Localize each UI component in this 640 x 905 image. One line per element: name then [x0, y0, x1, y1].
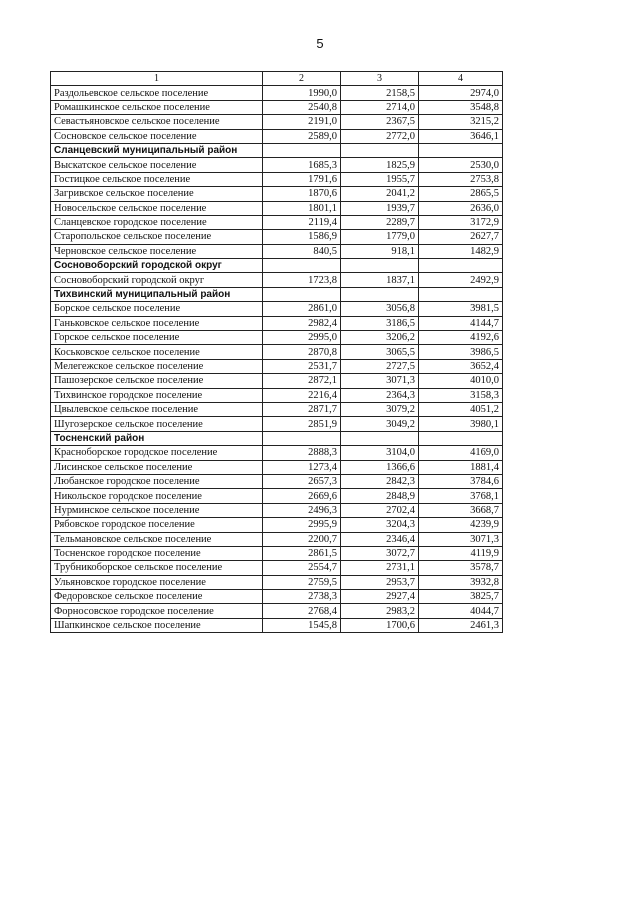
- value-col-4: 4239,9: [419, 518, 503, 532]
- value-col-2: 2531,7: [263, 359, 341, 373]
- header-row: [51, 72, 503, 86]
- table-row: [51, 215, 503, 229]
- value-col-4: 3071,3: [419, 532, 503, 546]
- value-col-4: 4044,7: [419, 604, 503, 618]
- empty-cell: [341, 259, 419, 273]
- settlement-name: Рябовское городское поселение: [51, 518, 263, 532]
- value-col-3: 2714,0: [341, 100, 419, 114]
- value-col-3: 3079,2: [341, 402, 419, 416]
- value-col-3: 2346,4: [341, 532, 419, 546]
- value-col-3: 3065,5: [341, 345, 419, 359]
- settlement-name: Севастьяновское сельское поселение: [51, 115, 263, 129]
- settlement-name: Старопольское сельское поселение: [51, 230, 263, 244]
- value-col-3: 3186,5: [341, 316, 419, 330]
- empty-cell: [419, 431, 503, 445]
- value-col-3: 1779,0: [341, 230, 419, 244]
- value-col-2: 2496,3: [263, 503, 341, 517]
- value-col-4: 4010,0: [419, 374, 503, 388]
- table-row: [51, 158, 503, 172]
- value-col-4: 3172,9: [419, 215, 503, 229]
- value-col-4: 2492,9: [419, 273, 503, 287]
- value-col-3: 2727,5: [341, 359, 419, 373]
- value-col-4: 3981,5: [419, 302, 503, 316]
- value-col-2: 2768,4: [263, 604, 341, 618]
- table-row: [51, 359, 503, 373]
- value-col-2: 2995,9: [263, 518, 341, 532]
- settlement-name: Шугозерское сельское поселение: [51, 417, 263, 431]
- table-row: [51, 187, 503, 201]
- empty-cell: [341, 287, 419, 301]
- table-row: [51, 446, 503, 460]
- value-col-3: 3206,2: [341, 331, 419, 345]
- table-row: [51, 503, 503, 517]
- value-col-3: 1700,6: [341, 618, 419, 632]
- value-col-4: 3158,3: [419, 388, 503, 402]
- value-col-3: 1955,7: [341, 172, 419, 186]
- settlement-name: Раздольевское сельское поселение: [51, 86, 263, 100]
- section-title: Тихвинский муниципальный район: [51, 287, 263, 301]
- settlement-name: Цвылевское сельское поселение: [51, 402, 263, 416]
- value-col-3: 2364,3: [341, 388, 419, 402]
- header-cell-4: 4: [419, 72, 503, 86]
- value-col-2: 1990,0: [263, 86, 341, 100]
- settlement-name: Красноборское городское поселение: [51, 446, 263, 460]
- section-row: [51, 259, 503, 273]
- table-row: [51, 546, 503, 560]
- value-col-3: 2953,7: [341, 575, 419, 589]
- settlement-name: Нурминское сельское поселение: [51, 503, 263, 517]
- value-col-4: 2865,5: [419, 187, 503, 201]
- value-col-2: 1801,1: [263, 201, 341, 215]
- value-col-2: 2871,7: [263, 402, 341, 416]
- settlement-name: Черновское сельское поселение: [51, 244, 263, 258]
- table-row: [51, 518, 503, 532]
- settlement-name: Сосновское сельское поселение: [51, 129, 263, 143]
- value-col-4: 3646,1: [419, 129, 503, 143]
- section-row: [51, 431, 503, 445]
- section-title: Сланцевский муниципальный район: [51, 143, 263, 157]
- table-row: [51, 129, 503, 143]
- value-col-2: 1791,6: [263, 172, 341, 186]
- value-col-2: 1870,6: [263, 187, 341, 201]
- table-row: [51, 489, 503, 503]
- table-row: [51, 590, 503, 604]
- table-row: [51, 460, 503, 474]
- value-col-2: 2669,6: [263, 489, 341, 503]
- settlement-name: Форносовское городское поселение: [51, 604, 263, 618]
- header-cell-3: 3: [341, 72, 419, 86]
- value-col-2: 2982,4: [263, 316, 341, 330]
- value-col-3: 3072,7: [341, 546, 419, 560]
- value-col-4: 2461,3: [419, 618, 503, 632]
- table-row: [51, 402, 503, 416]
- settlement-name: Выскатское сельское поселение: [51, 158, 263, 172]
- table-row: [51, 604, 503, 618]
- table-row: [51, 532, 503, 546]
- empty-cell: [419, 259, 503, 273]
- value-col-3: 1825,9: [341, 158, 419, 172]
- table-row: [51, 474, 503, 488]
- value-col-3: 3071,3: [341, 374, 419, 388]
- value-col-4: 3215,2: [419, 115, 503, 129]
- value-col-2: 2851,9: [263, 417, 341, 431]
- settlement-name: Горское сельское поселение: [51, 331, 263, 345]
- empty-cell: [263, 143, 341, 157]
- value-col-2: 1685,3: [263, 158, 341, 172]
- value-col-4: 4051,2: [419, 402, 503, 416]
- value-col-4: 2974,0: [419, 86, 503, 100]
- value-col-2: 2759,5: [263, 575, 341, 589]
- value-col-2: 2191,0: [263, 115, 341, 129]
- value-col-2: 2589,0: [263, 129, 341, 143]
- value-col-4: 1881,4: [419, 460, 503, 474]
- value-col-3: 2983,2: [341, 604, 419, 618]
- value-col-4: 3548,8: [419, 100, 503, 114]
- value-col-4: 3668,7: [419, 503, 503, 517]
- value-col-3: 3049,2: [341, 417, 419, 431]
- table-row: [51, 302, 503, 316]
- settlement-name: Тельмановское сельское поселение: [51, 532, 263, 546]
- value-col-4: 3825,7: [419, 590, 503, 604]
- empty-cell: [263, 287, 341, 301]
- table-row: [51, 561, 503, 575]
- value-col-4: 4119,9: [419, 546, 503, 560]
- value-col-4: 3986,5: [419, 345, 503, 359]
- value-col-4: 1482,9: [419, 244, 503, 258]
- value-col-3: 2842,3: [341, 474, 419, 488]
- value-col-2: 1723,8: [263, 273, 341, 287]
- page-number: 5: [316, 36, 324, 51]
- settlement-name: Гостицкое сельское поселение: [51, 172, 263, 186]
- value-col-2: 2872,1: [263, 374, 341, 388]
- value-col-4: 3768,1: [419, 489, 503, 503]
- empty-cell: [419, 287, 503, 301]
- header-cell-2: 2: [263, 72, 341, 86]
- value-col-3: 2702,4: [341, 503, 419, 517]
- settlement-name: Мелегежское сельское поселение: [51, 359, 263, 373]
- table-row: [51, 388, 503, 402]
- value-col-3: 2158,5: [341, 86, 419, 100]
- settlement-name: Тихвинское городское поселение: [51, 388, 263, 402]
- value-col-4: 2753,8: [419, 172, 503, 186]
- table-row: [51, 201, 503, 215]
- empty-cell: [341, 143, 419, 157]
- value-col-2: 2216,4: [263, 388, 341, 402]
- value-col-4: 4144,7: [419, 316, 503, 330]
- value-col-2: 2995,0: [263, 331, 341, 345]
- table-row: [51, 618, 503, 632]
- value-col-3: 1837,1: [341, 273, 419, 287]
- value-col-2: 2861,5: [263, 546, 341, 560]
- table-row: [51, 374, 503, 388]
- value-col-4: 3652,4: [419, 359, 503, 373]
- value-col-3: 3056,8: [341, 302, 419, 316]
- settlement-name: Борское сельское поселение: [51, 302, 263, 316]
- section-row: [51, 287, 503, 301]
- value-col-2: 840,5: [263, 244, 341, 258]
- settlement-name: Шапкинское сельское поселение: [51, 618, 263, 632]
- settlement-name: Новосельское сельское поселение: [51, 201, 263, 215]
- value-col-4: 3578,7: [419, 561, 503, 575]
- value-col-3: 2731,1: [341, 561, 419, 575]
- value-col-3: 2848,9: [341, 489, 419, 503]
- data-table: [50, 71, 503, 633]
- value-col-4: 2627,7: [419, 230, 503, 244]
- section-title: Сосновоборский городской округ: [51, 259, 263, 273]
- table-row: [51, 575, 503, 589]
- value-col-4: 2530,0: [419, 158, 503, 172]
- value-col-3: 3104,0: [341, 446, 419, 460]
- value-col-4: 4192,6: [419, 331, 503, 345]
- value-col-2: 2861,0: [263, 302, 341, 316]
- table-row: [51, 345, 503, 359]
- value-col-3: 2041,2: [341, 187, 419, 201]
- value-col-4: 3980,1: [419, 417, 503, 431]
- settlement-name: Тосненское городское поселение: [51, 546, 263, 560]
- value-col-4: 2636,0: [419, 201, 503, 215]
- section-row: [51, 143, 503, 157]
- value-col-3: 3204,3: [341, 518, 419, 532]
- value-col-2: 2657,3: [263, 474, 341, 488]
- value-col-2: 2888,3: [263, 446, 341, 460]
- table-row: [51, 100, 503, 114]
- table-row: [51, 316, 503, 330]
- value-col-4: 4169,0: [419, 446, 503, 460]
- value-col-3: 1366,6: [341, 460, 419, 474]
- value-col-2: 1586,9: [263, 230, 341, 244]
- value-col-2: 1273,4: [263, 460, 341, 474]
- value-col-3: 2289,7: [341, 215, 419, 229]
- settlement-name: Ромашкинское сельское поселение: [51, 100, 263, 114]
- value-col-2: 1545,8: [263, 618, 341, 632]
- settlement-name: Сосновоборский городской округ: [51, 273, 263, 287]
- table-row: [51, 115, 503, 129]
- settlement-name: Федоровское сельское поселение: [51, 590, 263, 604]
- settlement-name: Лисинское сельское поселение: [51, 460, 263, 474]
- value-col-3: 2367,5: [341, 115, 419, 129]
- settlement-name: Любанское городское поселение: [51, 474, 263, 488]
- value-col-4: 3784,6: [419, 474, 503, 488]
- section-title: Тосненский район: [51, 431, 263, 445]
- table-row: [51, 244, 503, 258]
- empty-cell: [263, 431, 341, 445]
- value-col-4: 3932,8: [419, 575, 503, 589]
- value-col-2: 2540,8: [263, 100, 341, 114]
- header-cell-1: 1: [51, 72, 263, 86]
- value-col-2: 2554,7: [263, 561, 341, 575]
- settlement-name: Сланцевское городское поселение: [51, 215, 263, 229]
- settlement-name: Коськовское сельское поселение: [51, 345, 263, 359]
- value-col-3: 2927,4: [341, 590, 419, 604]
- settlement-name: Загривское сельское поселение: [51, 187, 263, 201]
- table-row: [51, 331, 503, 345]
- value-col-2: 2738,3: [263, 590, 341, 604]
- value-col-3: 1939,7: [341, 201, 419, 215]
- empty-cell: [419, 143, 503, 157]
- empty-cell: [341, 431, 419, 445]
- table-row: [51, 172, 503, 186]
- settlement-name: Ганьковское сельское поселение: [51, 316, 263, 330]
- settlement-name: Никольское городское поселение: [51, 489, 263, 503]
- empty-cell: [263, 259, 341, 273]
- value-col-2: 2870,8: [263, 345, 341, 359]
- settlement-name: Ульяновское городское поселение: [51, 575, 263, 589]
- table-row: [51, 273, 503, 287]
- value-col-2: 2119,4: [263, 215, 341, 229]
- table-row: [51, 230, 503, 244]
- table-row: [51, 86, 503, 100]
- settlement-name: Трубникоборское сельское поселение: [51, 561, 263, 575]
- value-col-3: 918,1: [341, 244, 419, 258]
- table-row: [51, 417, 503, 431]
- value-col-2: 2200,7: [263, 532, 341, 546]
- value-col-3: 2772,0: [341, 129, 419, 143]
- settlement-name: Пашозерское сельское поселение: [51, 374, 263, 388]
